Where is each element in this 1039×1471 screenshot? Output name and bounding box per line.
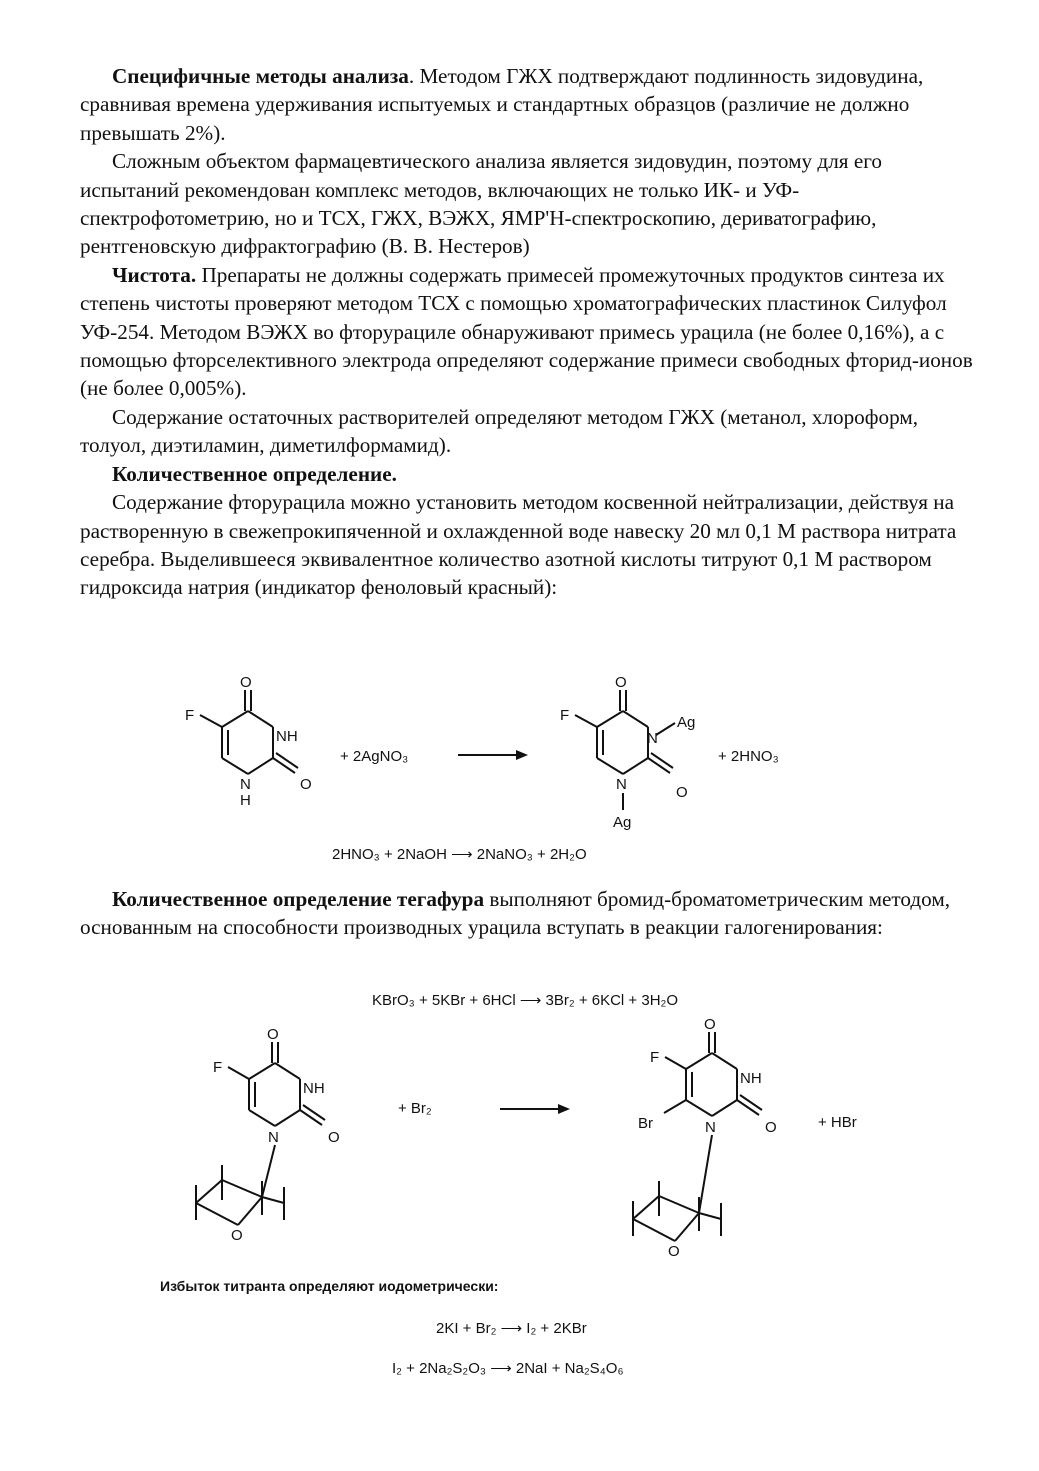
- product-hno3: + 2HNO₃: [718, 748, 779, 765]
- equation-iodide: 2KI + Br₂ ⟶ I₂ + 2KBr: [436, 1320, 587, 1337]
- heading-purity: Чистота.: [112, 262, 197, 287]
- paragraph-text: выполняют бромид-броматометрическим методом, основанным на способности производных урацила вступать в реакции галогенирования:: [80, 887, 951, 940]
- text-block-tegafur: [80, 885, 980, 942]
- atom-bromine: Br: [638, 1115, 653, 1132]
- paragraph-solvents: Содержание остаточных растворителей определяют методом ГЖХ (метанол, хлороформ, толуол, диэтиламин, диметилформамид).: [80, 404, 919, 458]
- atom-oxygen: O: [300, 776, 312, 793]
- atom-nh: NH: [303, 1080, 325, 1097]
- reagent-agno3: + 2AgNO₃: [340, 748, 409, 765]
- paragraph-specific-methods: [80, 62, 980, 147]
- atom-nitrogen: N: [240, 776, 251, 793]
- paragraph-tegafur: [80, 885, 980, 942]
- reaction-arrow: [500, 1104, 570, 1114]
- heading-quantitative: Количественное определение.: [112, 461, 397, 486]
- atom-silver: Ag: [677, 714, 696, 731]
- reagent-bromine: + Br₂: [398, 1100, 432, 1117]
- atom-oxygen: O: [240, 674, 252, 691]
- heading-specific-methods: Специфичные методы анализа: [112, 64, 409, 88]
- atom-fluorine: F: [560, 707, 570, 724]
- atom-fluorine: F: [650, 1049, 660, 1066]
- silver-fluorouracil-structure: [560, 674, 695, 831]
- bromotegafur-structure: [633, 1016, 777, 1260]
- atom-hydrogen: H: [240, 792, 251, 809]
- reaction-scheme-bromination: [0, 985, 1039, 1385]
- atom-oxygen: O: [615, 674, 627, 691]
- atom-oxygen: O: [704, 1016, 716, 1033]
- product-hbr: + HBr: [818, 1114, 857, 1131]
- atom-oxygen: O: [328, 1129, 340, 1146]
- paragraph-text: . Методом ГЖХ подтверждают подлинность зидовудина, сравнивая времена удерживания испытуемых и стандартных образцов (различие не должно превышать 2%).: [80, 64, 924, 145]
- atom-oxygen: O: [668, 1243, 680, 1260]
- paragraph-purity: [80, 261, 980, 403]
- equation-thiosulfate: I₂ + 2Na₂S₂O₃ ⟶ 2NaI + Na₂S₄O₆: [392, 1360, 624, 1377]
- tegafur-structure: [196, 1026, 340, 1244]
- atom-silver: Ag: [613, 814, 632, 831]
- atom-nitrogen: N: [705, 1119, 716, 1136]
- atom-nh: NH: [276, 728, 298, 745]
- atom-oxygen: O: [765, 1119, 777, 1136]
- fluorouracil-structure: [185, 674, 312, 809]
- equation-neutralization: 2HNO₃ + 2NaOH ⟶ 2NaNO₃ + 2H₂O: [332, 846, 587, 863]
- atom-fluorine: F: [213, 1059, 223, 1076]
- atom-oxygen: O: [676, 784, 688, 801]
- atom-oxygen: O: [267, 1026, 279, 1043]
- text-block-top: [80, 62, 980, 602]
- heading-tegafur: Количественное определение тегафура: [112, 887, 485, 911]
- reaction-arrow: [458, 750, 528, 760]
- paragraph-zidovudine: Сложным объектом фармацевтического анализа является зидовудин, поэтому для его испытаний рекомендован комплекс методов, включающих не только ИК- и УФ-спектрофотометрию, но и ТСХ, ГЖХ, ВЭЖХ, ЯМР'Н-спектроскопию, дериватографию, рентгеновскую дифрактографию (В. В. Нестеров): [80, 149, 882, 259]
- paragraph-quant-heading: [80, 460, 980, 488]
- atom-nitrogen: N: [647, 730, 658, 747]
- atom-fluorine: F: [185, 707, 195, 724]
- atom-nitrogen: N: [616, 776, 627, 793]
- atom-nh: NH: [740, 1070, 762, 1087]
- equation-bromate: KBrO₃ + 5KBr + 6HCl ⟶ 3Br₂ + 6KCl + 3H₂O: [372, 992, 679, 1009]
- atom-oxygen: O: [231, 1227, 243, 1244]
- reaction-scheme-silver: [0, 665, 1039, 875]
- paragraph-fluorouracil: Содержание фторурацила можно установить методом косвенной нейтрализации, действуя на растворенную в свежепрокипяченной и охлажденной воде навеску 20 мл 0,1 М раствора нитрата серебра. Выделившееся эквивалентное количество азотной кислоты титруют 0,1 М раствором гидроксида натрия (индикатор феноловый красный):: [80, 490, 957, 600]
- atom-nitrogen: N: [268, 1129, 279, 1146]
- caption-iodometry: Избыток титранта определяют иодометрически:: [160, 1278, 499, 1294]
- paragraph-text: Препараты не должны содержать примесей промежуточных продуктов синтеза их степень чистоты проверяют методом ТСХ с помощью хроматографических пластинок Силуфол УФ-254. Методом ВЭЖХ во фторурациле обнаруживают примесь урацила (не более 0,16%), а с помощью фторселективного электрода определяют содержание примеси свободных фторид-ионов (не более 0,005%).: [80, 262, 973, 401]
